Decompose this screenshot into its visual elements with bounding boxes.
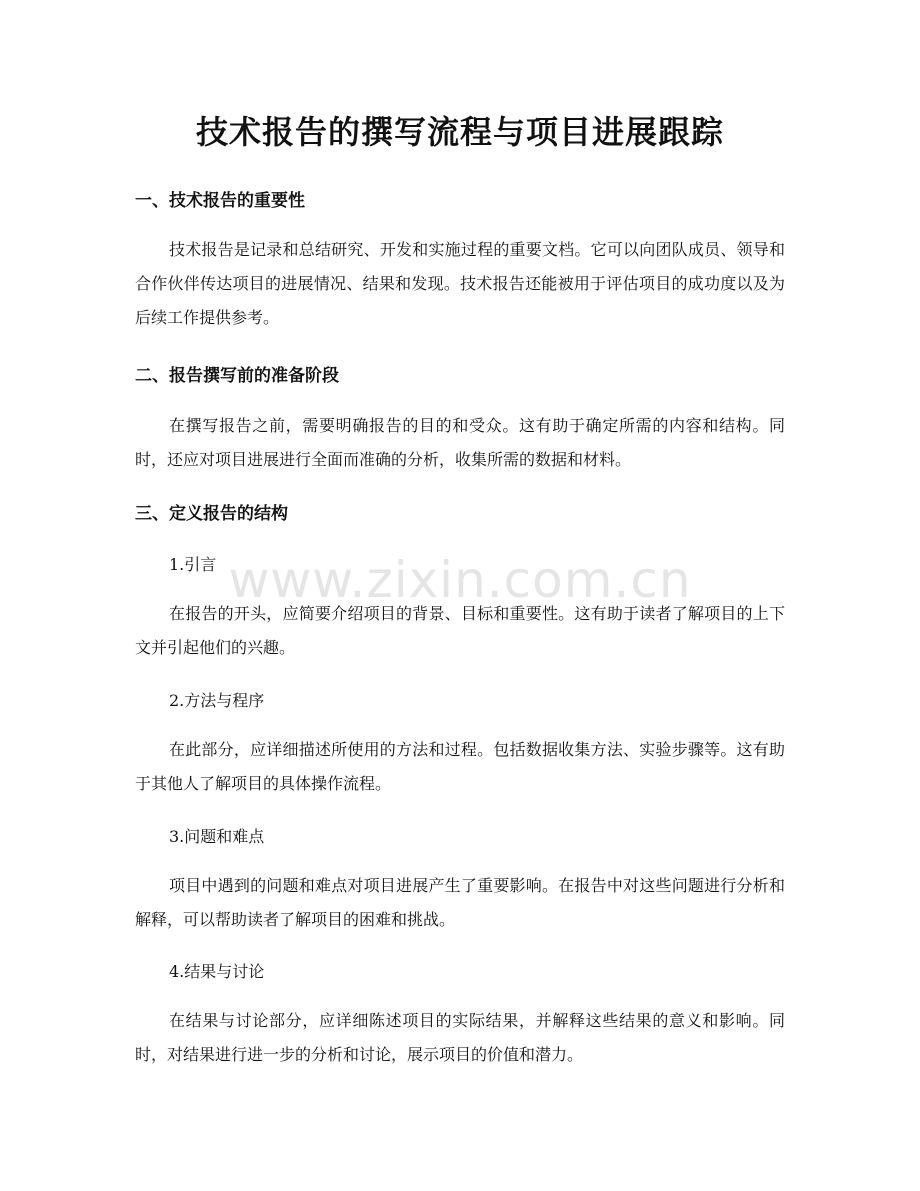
subheading-introduction: 1.引言 <box>169 555 217 574</box>
subheading-methods: 2.方法与程序 <box>169 691 265 710</box>
paragraph-results: 在结果与讨论部分，应详细陈述项目的实际结果，并解释这些结果的意义和影响。同时，对结果进行进一步的分析和讨论，展示项目的价值和潜力。 <box>135 1011 785 1064</box>
section-heading-importance: 一、技术报告的重要性 <box>135 191 305 211</box>
section-heading-structure: 三、定义报告的结构 <box>135 504 288 524</box>
document-title: 技术报告的撰写流程与项目进展跟踪 <box>195 113 724 151</box>
subheading-results: 4.结果与讨论 <box>169 962 265 981</box>
paragraph-introduction: 在报告的开头，应简要介绍项目的背景、目标和重要性。这有助于读者了解项目的上下文并引起他们的兴趣。 <box>135 604 785 657</box>
subheading-problems: 3.问题和难点 <box>169 827 265 846</box>
watermark: www.zixin.com.cn <box>228 551 692 609</box>
section-paragraph-importance: 技术报告是记录和总结研究、开发和实施过程的重要文档。它可以向团队成员、领导和合作伙伴传达项目的进展情况、结果和发现。技术报告还能被用于评估项目的成功度以及为后续工作提供参考。 <box>135 240 785 327</box>
section-paragraph-preparation: 在撰写报告之前，需要明确报告的目的和受众。这有助于确定所需的内容和结构。同时，还应对项目进展进行全面而准确的分析，收集所需的数据和材料。 <box>135 416 785 469</box>
section-heading-preparation: 二、报告撰写前的准备阶段 <box>135 366 339 386</box>
paragraph-methods: 在此部分，应详细描述所使用的方法和过程。包括数据收集方法、实验步骤等。这有助于其他人了解项目的具体操作流程。 <box>135 740 785 793</box>
paragraph-problems: 项目中遇到的问题和难点对项目进展产生了重要影响。在报告中对这些问题进行分析和解释，可以帮助读者了解项目的困难和挑战。 <box>135 876 785 929</box>
